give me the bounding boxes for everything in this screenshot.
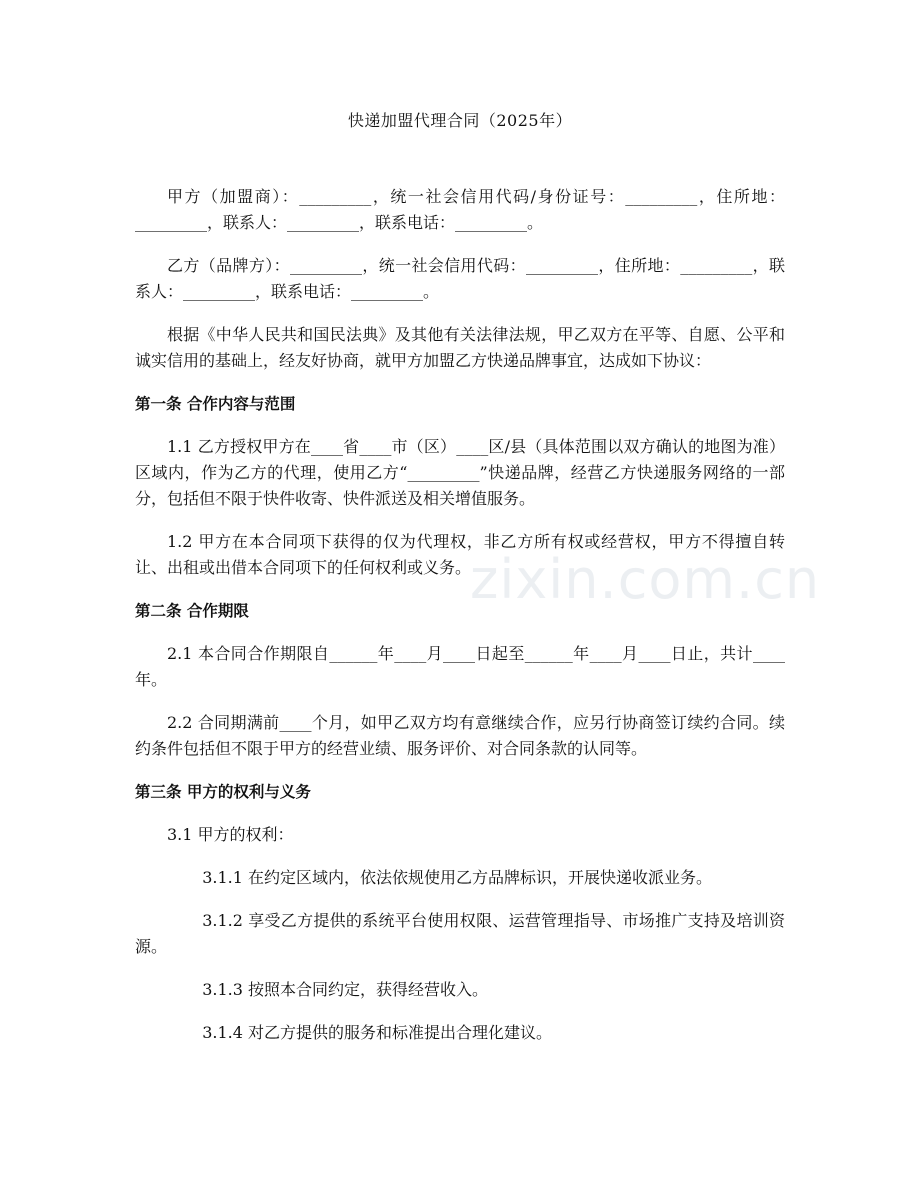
article-2-heading: 第二条 合作期限 <box>135 602 249 620</box>
article-1-heading: 第一条 合作内容与范围 <box>135 395 296 413</box>
preamble-paragraph: 根据《中华人民共和国民法典》及其他有关法律法规，甲乙双方在平等、自愿、公平和诚实信用的基础上，经友好协商，就甲方加盟乙方快递品牌事宜，达成如下协议： <box>135 325 785 370</box>
clause-2-2: 2.2 合同期满前____个月，如甲乙双方均有意继续合作，应另行协商签订续约合同。续约条件包括但不限于甲方的经营业绩、服务评价、对合同条款的认同等。 <box>135 713 785 758</box>
clause-3-1-3: 3.1.3 按照本合同约定，获得经营收入。 <box>202 980 488 999</box>
document-title: 快递加盟代理合同（2025年） <box>347 111 573 130</box>
clause-3-1-4: 3.1.4 对乙方提供的服务和标准提出合理化建议。 <box>202 1023 552 1042</box>
clause-1-2: 1.2 甲方在本合同项下获得的仅为代理权，非乙方所有权或经营权，甲方不得擅自转让、出租或出借本合同项下的任何权利或义务。 <box>135 532 785 577</box>
clause-1-1: 1.1 乙方授权甲方在____省____市（区）____区/县（具体范围以双方确认的地图为准）区域内，作为乙方的代理，使用乙方“_________”快递品牌，经营乙方快递服务网络的一部分，包括但不限于快件收寄、快件派送及相关增值服务。 <box>135 437 785 508</box>
watermark: zixin.com.cn <box>470 548 821 611</box>
clause-3-1-2: 3.1.2 享受乙方提供的系统平台使用权限、运营管理指导、市场推广支持及培训资源。 <box>135 911 785 956</box>
clause-2-1: 2.1 本合同合作期限自______年____月____日起至______年____月____日止，共计____年。 <box>135 644 785 689</box>
document-body <box>135 184 785 1063</box>
party-b-paragraph: 乙方（品牌方）：_________，统一社会信用代码：_________，住所地：_________，联系人：_________，联系电话：_________。 <box>135 256 785 301</box>
clause-3-1-1: 3.1.1 在约定区域内，依法依规使用乙方品牌标识，开展快递收派业务。 <box>202 868 712 887</box>
clause-3-1: 3.1 甲方的权利： <box>167 825 294 844</box>
article-3-heading: 第三条 甲方的权利与义务 <box>135 783 311 801</box>
party-a-paragraph: 甲方（加盟商）：_________，统一社会信用代码/身份证号：_________，住所地：_________，联系人：_________，联系电话：_________。 <box>135 187 785 232</box>
